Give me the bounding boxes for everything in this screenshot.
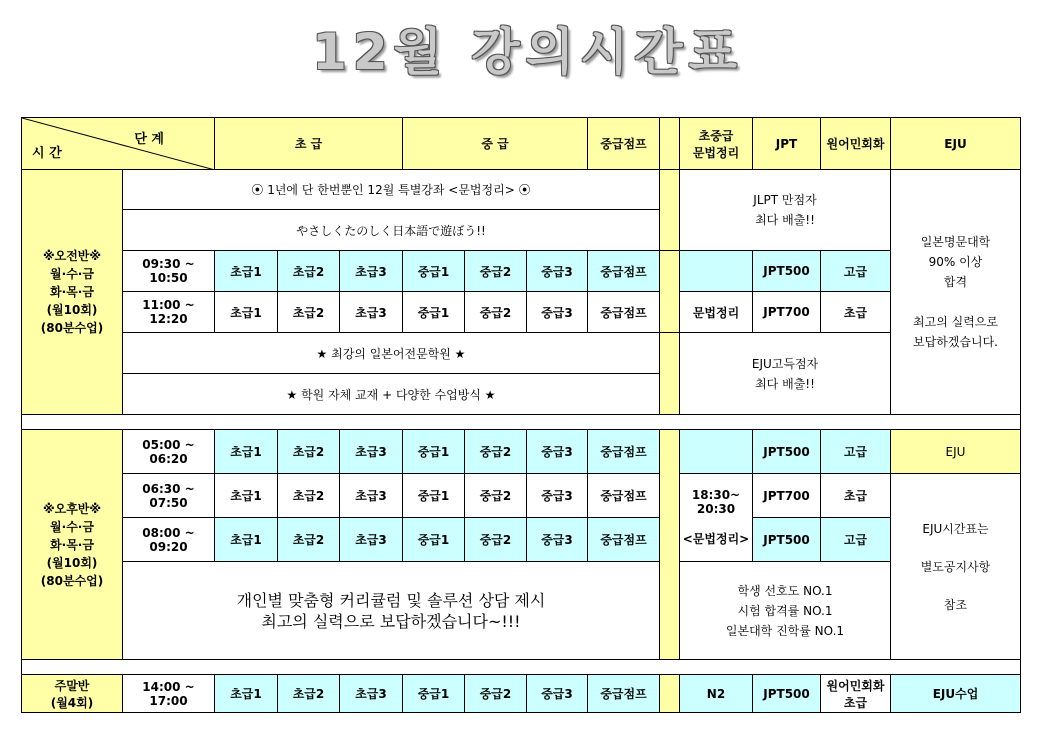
eju-note-line: 합격	[943, 275, 968, 289]
schedule-row	[22, 292, 1021, 333]
prebasic-header-line2: 문법정리	[692, 145, 740, 160]
afternoon-label-line: ※오후반※	[42, 501, 102, 516]
class-cell: 중급3	[527, 518, 588, 562]
prebasic-header-line1: 초중급	[698, 128, 734, 143]
conversation-line: 초급	[843, 695, 868, 710]
eju-score-banner	[680, 333, 891, 415]
timetable	[21, 117, 1021, 713]
weekend-label	[22, 675, 123, 713]
afternoon-label-line: 월·수·금	[50, 519, 94, 534]
time-cell: 06:30 ~ 07:50	[123, 474, 215, 518]
class-cell: 초급2	[278, 474, 340, 518]
class-cell: 초급3	[340, 518, 403, 562]
time-label: 시 간	[32, 146, 62, 161]
gap-cell	[22, 415, 1021, 430]
intermediate-header: 중 급	[403, 118, 588, 170]
morning-label-line: 월·수·금	[50, 267, 94, 281]
class-cell: 초급1	[215, 518, 278, 562]
afternoon-label-line: (월10회)	[46, 555, 98, 570]
gap-row	[22, 415, 1021, 430]
jpt-cell: JPT500	[753, 675, 821, 713]
consult-line: 최고의 실력으로 보답하겠습니다~!!!	[261, 611, 521, 631]
class-cell: 중급2	[465, 430, 527, 474]
class-cell: 중급3	[527, 292, 588, 333]
class-cell: 초급2	[278, 518, 340, 562]
morning-label-line: (80분수업)	[40, 321, 104, 335]
morning-label	[22, 170, 123, 415]
basic-evening-line: 20:30	[696, 502, 736, 516]
gap-cell	[22, 660, 1021, 675]
stats-line: 시험 합격률 NO.1	[737, 603, 833, 618]
class-cell: 초급2	[278, 251, 340, 292]
time-cell: 14:00 ~ 17:00	[123, 675, 215, 713]
beginner-header: 초 급	[215, 118, 403, 170]
schedule-row	[22, 251, 1021, 292]
basic-evening-cell	[680, 474, 753, 562]
class-cell: 초급3	[340, 430, 403, 474]
basic-evening-line: <문법정리>	[682, 532, 750, 546]
class-cell: 중급2	[465, 675, 527, 713]
schedule-row	[22, 474, 1021, 518]
consult-banner	[123, 562, 660, 660]
class-cell: 중급점프	[588, 474, 660, 518]
class-cell: 중급1	[403, 474, 465, 518]
morning-label-line: ※오전반※	[42, 249, 102, 263]
morning-promo-row	[22, 333, 1021, 374]
class-cell: 초급2	[278, 430, 340, 474]
jpt-cell: JPT500	[753, 518, 821, 562]
jpt-cell: JPT500	[753, 430, 821, 474]
basic-cell: 문법정리	[680, 292, 753, 333]
class-cell: 초급1	[215, 292, 278, 333]
class-cell: 초급1	[215, 251, 278, 292]
class-cell: 중급1	[403, 292, 465, 333]
promo-banner-2: ★ 학원 자체 교재 + 다양한 수업방식 ★	[123, 374, 660, 415]
jpt-cell: JPT500	[753, 251, 821, 292]
class-cell: 중급1	[403, 675, 465, 713]
class-cell: 초급3	[340, 251, 403, 292]
weekend-label-line: (월4회)	[50, 695, 94, 710]
class-cell: 중급1	[403, 251, 465, 292]
class-cell: 중급2	[465, 518, 527, 562]
class-cell: 초급3	[340, 292, 403, 333]
eju-note-line: 최고의 실력으로	[913, 315, 998, 329]
conversation-cell	[821, 675, 891, 713]
class-cell: 중급1	[403, 430, 465, 474]
afternoon-label	[22, 430, 123, 660]
class-cell: 중급점프	[588, 518, 660, 562]
time-cell: 09:30 ~ 10:50	[123, 251, 215, 292]
eju-note-line: 참조	[943, 597, 968, 612]
basic-cell	[680, 251, 753, 292]
conversation-header: 원어민회화	[821, 118, 891, 170]
stats-line: 일본대학 진학률 NO.1	[725, 623, 845, 638]
jlpt-line: 최다 배출!!	[755, 213, 815, 227]
class-cell: 초급2	[278, 292, 340, 333]
conversation-cell: 고급	[821, 251, 891, 292]
eju-note-line: 별도공지사항	[920, 559, 991, 574]
morning-label-line: 화·목·금	[50, 285, 94, 299]
japanese-slogan: やさしくたのしく日本語で遊ぼう!!	[123, 210, 660, 251]
time-cell: 08:00 ~ 09:20	[123, 518, 215, 562]
morning-label-line: (월10회)	[46, 303, 98, 317]
basic-cell	[680, 430, 753, 474]
eju-afternoon-note	[891, 474, 1021, 660]
basic-evening-spacer	[680, 516, 752, 530]
conversation-cell: 초급	[821, 292, 891, 333]
time-cell: 11:00 ~ 12:20	[123, 292, 215, 333]
header-diagonal-cell	[22, 118, 215, 170]
eju-afternoon-header: EJU	[891, 430, 1021, 474]
schedule-row	[22, 430, 1021, 474]
weekend-row	[22, 675, 1021, 713]
morning-special-row	[22, 170, 1021, 210]
eju-note-spacer	[891, 577, 1020, 595]
class-cell: 초급1	[215, 474, 278, 518]
class-cell: 초급1	[215, 430, 278, 474]
weekend-label-line: 주말반	[54, 678, 90, 693]
class-cell: 중급점프	[588, 251, 660, 292]
eju-note-line: 90% 이상	[928, 255, 983, 269]
class-cell: 중급3	[527, 430, 588, 474]
stats-banner	[680, 562, 891, 660]
gap-cell	[660, 170, 680, 251]
eju-note-line: 일본명문대학	[920, 235, 991, 249]
class-cell: 중급점프	[588, 675, 660, 713]
eju-header: EJU	[891, 118, 1021, 170]
jump-header: 중급점프	[588, 118, 660, 170]
class-cell: 중급2	[465, 251, 527, 292]
class-cell: 중급2	[465, 292, 527, 333]
eju-note-spacer	[891, 292, 1020, 312]
promo-banner-1: ★ 최강의 일본어전문학원 ★	[123, 333, 660, 374]
gap-cell	[660, 430, 680, 660]
class-cell: 초급3	[340, 474, 403, 518]
gap-row	[22, 660, 1021, 675]
basic-cell: N2	[680, 675, 753, 713]
afternoon-label-line: 화·목·금	[50, 537, 94, 552]
conversation-cell: 초급	[821, 474, 891, 518]
afternoon-label-line: (80분수업)	[40, 573, 104, 588]
conversation-cell: 고급	[821, 430, 891, 474]
time-cell: 05:00 ~ 06:20	[123, 430, 215, 474]
eju-note-line: 보답하겠습니다.	[913, 335, 998, 349]
class-cell: 중급점프	[588, 292, 660, 333]
jlpt-banner	[680, 170, 891, 251]
class-cell: 중급1	[403, 518, 465, 562]
eju-morning-note	[891, 170, 1021, 415]
conversation-cell: 고급	[821, 518, 891, 562]
eju-score-line: 최다 배출!!	[755, 376, 815, 391]
eju-class-cell: EJU수업	[891, 675, 1021, 713]
jpt-cell: JPT700	[753, 474, 821, 518]
class-cell: 중급2	[465, 474, 527, 518]
eju-note-spacer	[891, 539, 1020, 557]
jpt-header: JPT	[753, 118, 821, 170]
page-title: 12월 강의시간표	[312, 23, 743, 81]
class-cell: 초급2	[278, 675, 340, 713]
level-label: 단 계	[134, 132, 164, 147]
class-cell: 초급3	[340, 675, 403, 713]
class-cell: 중급3	[527, 675, 588, 713]
gap-cell	[660, 251, 680, 333]
jpt-cell: JPT700	[753, 292, 821, 333]
special-lecture-banner: ⦿ 1년에 단 한번뿐인 12월 특별강좌 <문법정리> ⦿	[123, 170, 660, 210]
afternoon-promo-row	[22, 562, 1021, 660]
class-cell: 초급1	[215, 675, 278, 713]
conversation-line: 원어민회화	[826, 678, 885, 693]
gap-cell	[660, 675, 680, 713]
eju-score-line: EJU고득점자	[751, 356, 819, 371]
class-cell: 중급3	[527, 251, 588, 292]
gap-cell	[660, 118, 680, 170]
class-cell: 중급3	[527, 474, 588, 518]
schedule-row	[22, 518, 1021, 562]
header-row	[22, 118, 1021, 170]
jlpt-line: JLPT 만점자	[753, 193, 817, 207]
gap-cell	[660, 333, 680, 415]
eju-note-line: EJU시간표는	[922, 521, 989, 536]
stats-line: 학생 선호도 NO.1	[737, 583, 833, 598]
class-cell: 중급점프	[588, 430, 660, 474]
basic-evening-line: 18:30~	[691, 488, 741, 502]
prebasic-header	[680, 118, 753, 170]
consult-line: 개인별 맞춤형 커리큘럼 및 솔루션 상담 제시	[236, 590, 546, 610]
